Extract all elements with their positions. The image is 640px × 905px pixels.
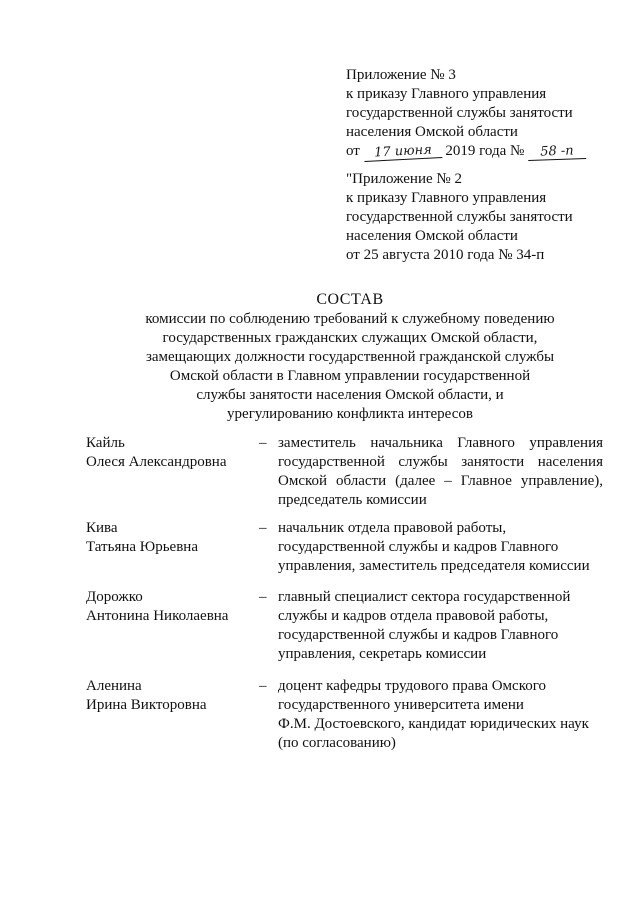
heading-line: замещающих должности государственной гражданской службы xyxy=(145,349,555,365)
dash-separator: – xyxy=(259,589,267,605)
position-line: (по согласованию) xyxy=(278,735,396,751)
appendix-2-title: "Приложение № 2 xyxy=(346,171,462,187)
appendix-3-service-line: государственной службы занятости xyxy=(346,105,573,121)
member-surname: Дорожко xyxy=(86,589,143,605)
member-given-names: Антонина Николаевна xyxy=(86,608,229,624)
position-line: начальник отдела правовой работы, xyxy=(278,520,507,536)
appendix-3-date-line xyxy=(346,142,606,161)
member-surname: Кива xyxy=(86,520,118,536)
handwritten-order-number: 58 -п xyxy=(528,144,586,161)
member-given-names: Ирина Викторовна xyxy=(86,697,207,713)
member-given-names: Татьяна Юрьевна xyxy=(86,539,198,555)
document-heading xyxy=(80,290,620,424)
member-name xyxy=(86,434,256,472)
member-position xyxy=(278,677,603,753)
position-line: государственной службы и кадров Главного xyxy=(278,539,559,555)
dash-separator: – xyxy=(259,678,267,694)
date-prefix: от xyxy=(346,143,360,159)
appendix-3-region-line: населения Омской области xyxy=(346,124,518,140)
position-line: службы и кадров отдела правовой работы, xyxy=(278,608,549,624)
position-line: управления, заместитель председателя комиссии xyxy=(278,558,590,574)
heading-line: комиссии по соблюдению требований к служебному поведению xyxy=(145,311,555,327)
position-line: государственного университета имени xyxy=(278,697,524,713)
member-surname: Аленина xyxy=(86,678,142,694)
position-line: государственной службы занятости населения xyxy=(278,454,603,470)
member-name xyxy=(86,677,256,715)
heading-line: урегулированию конфликта интересов xyxy=(227,406,473,422)
appendix-3-header xyxy=(346,66,606,161)
appendix-3-title: Приложение № 3 xyxy=(346,67,456,83)
member-position xyxy=(278,434,603,510)
member-position xyxy=(278,519,603,576)
member-name xyxy=(86,519,256,557)
year-text: 2019 года № xyxy=(445,143,525,159)
appendix-2-service-line: государственной службы занятости xyxy=(346,209,573,225)
heading-line: государственных гражданских служащих Омской области, xyxy=(162,330,538,346)
member-name xyxy=(86,588,256,626)
position-line: председатель комиссии xyxy=(278,492,427,508)
position-line: Омской области (далее – Главное управление), xyxy=(278,473,603,489)
position-line: заместитель начальника Главного управления xyxy=(278,435,603,451)
dash-separator: – xyxy=(259,435,267,451)
member-given-names: Олеся Александровна xyxy=(86,454,227,470)
heading-title: СОСТАВ xyxy=(316,291,384,308)
appendix-2-date-line: от 25 августа 2010 года № 34-п xyxy=(346,247,545,263)
appendix-2-region-line: населения Омской области xyxy=(346,228,518,244)
position-line: управления, секретарь комиссии xyxy=(278,646,487,662)
heading-line: службы занятости населения Омской области, и xyxy=(196,387,504,403)
heading-line: Омской области в Главном управлении государственной xyxy=(169,368,531,384)
position-line: государственной службы и кадров Главного xyxy=(278,627,559,643)
member-surname: Кайль xyxy=(86,435,125,451)
dash-separator: – xyxy=(259,520,267,536)
appendix-2-header xyxy=(346,170,606,265)
handwritten-date: 17 июня xyxy=(363,143,442,162)
appendix-2-order-line: к приказу Главного управления xyxy=(346,190,547,206)
position-line: доцент кафедры трудового права Омского xyxy=(278,678,547,694)
appendix-3-order-line: к приказу Главного управления xyxy=(346,86,547,102)
member-position xyxy=(278,588,603,664)
position-line: главный специалист сектора государственной xyxy=(278,589,571,605)
position-line: Ф.М. Достоевского, кандидат юридических наук xyxy=(278,716,589,732)
